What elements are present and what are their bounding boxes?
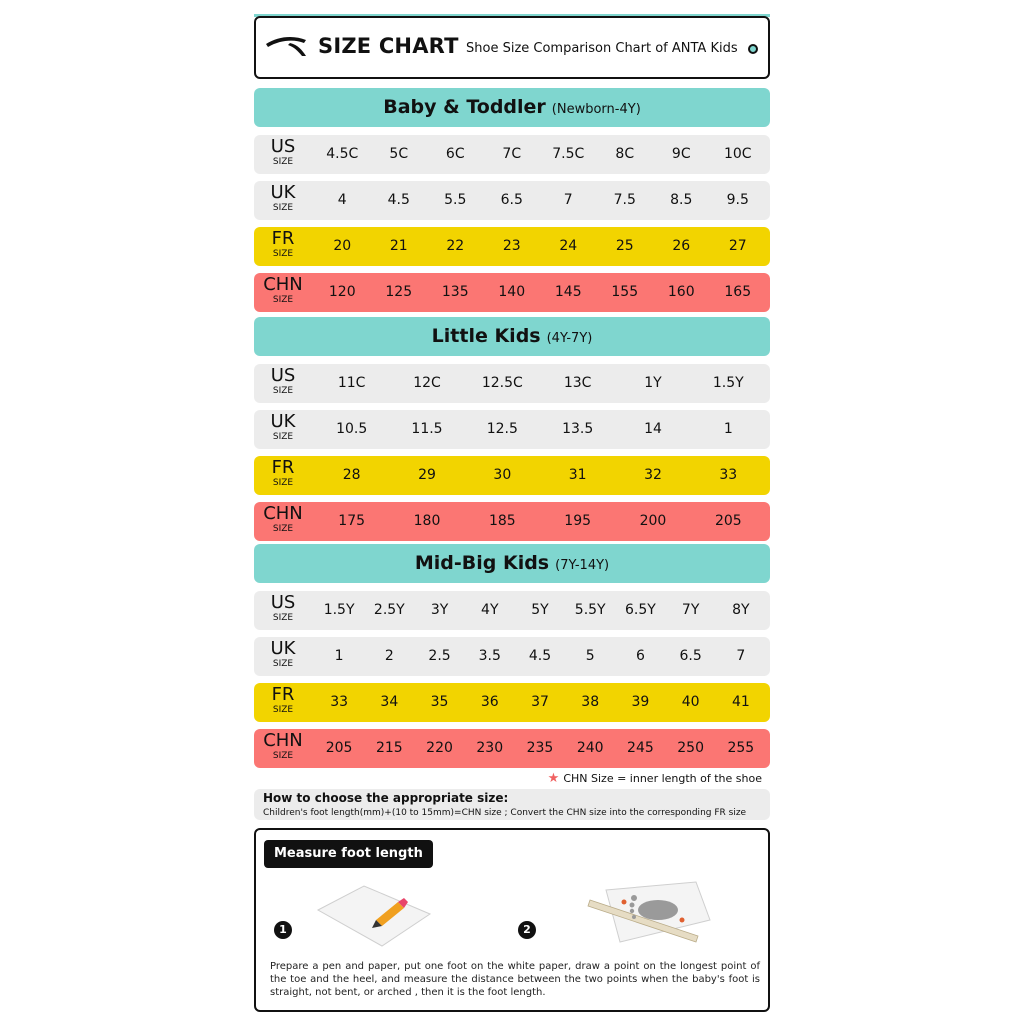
size-cell: 3.5 [478,648,501,664]
step-1-badge: 1 [274,921,292,939]
how-title: How to choose the appropriate size: [263,791,509,805]
row-label-text: FR [271,684,295,705]
size-cells [314,410,766,449]
size-cells [314,227,766,266]
size-cell: 220 [426,740,453,756]
size-cell: 180 [413,513,441,529]
measure-tag: Measure foot length [264,840,433,868]
size-cell: 175 [338,513,366,529]
row-label-size: SIZE [272,751,294,761]
size-cells [314,364,766,403]
size-cell: 7 [736,648,746,664]
size-cell: 230 [476,740,504,756]
size-cell: 29 [418,467,436,483]
step-2-badge: 2 [518,921,536,939]
row-label-size: SIZE [272,203,294,213]
size-cell: 6 [635,648,645,664]
size-cell: 2.5 [428,648,451,664]
size-cell: 9C [671,146,691,162]
size-cell: 200 [639,513,667,529]
size-cell: 23 [502,238,521,254]
row-label-size: SIZE [272,249,294,259]
uk-row-label [260,183,306,214]
size-cell: 250 [677,740,704,756]
size-cell: 4.5 [528,648,552,664]
chn-size-row [254,729,770,768]
size-cell: 13C [563,375,592,391]
size-cell: 4 [337,192,347,208]
size-cell: 215 [375,740,403,756]
size-cell: 245 [627,740,654,756]
chn-row-label [260,731,306,762]
size-cell: 240 [576,740,604,756]
size-cells [314,181,766,220]
size-cell: 12.5 [486,421,518,437]
size-cell: 24 [559,238,578,254]
uk-size-row [254,410,770,449]
size-cell: 28 [342,467,361,483]
size-cell: 6.5 [500,192,523,208]
size-cell: 41 [731,694,750,710]
size-cell: 2.5Y [373,602,405,618]
size-cell: 4Y [481,602,499,618]
fr-row-label [260,458,306,489]
size-cell: 155 [611,284,639,300]
size-cell: 6.5 [679,648,702,664]
size-cell: 205 [714,513,742,529]
size-cell: 12C [413,375,441,391]
section-header [254,544,770,583]
row-label-size: SIZE [272,613,294,623]
size-cell: 6.5Y [625,602,656,618]
size-cell: 8C [615,146,635,162]
size-cell: 6C [445,146,465,162]
size-cells [314,273,766,312]
row-label-text: US [270,592,296,613]
size-cell: 165 [724,284,752,300]
section-age-range: (7Y-14Y) [555,558,610,573]
size-cell: 37 [531,694,549,710]
chn-size-row [254,502,770,541]
uk-size-row [254,181,770,220]
size-cell: 4.5C [326,146,359,162]
size-cell: 33 [719,467,738,483]
row-label-text: FR [271,457,295,478]
measure-foot-box [254,828,770,1012]
size-cells [314,683,766,722]
size-cell: 11.5 [411,421,443,437]
size-cell: 8.5 [670,192,693,208]
size-cells [314,591,766,630]
fr-row-label [260,685,306,716]
size-cell: 40 [681,694,700,710]
size-cell: 38 [581,694,600,710]
size-cell: 9.5 [726,192,749,208]
size-cell: 5C [389,146,409,162]
uk-row-label [260,412,306,443]
size-cell: 10.5 [336,421,368,437]
us-row-label [260,137,306,168]
measure-description: Prepare a pen and paper, put one foot on the white paper, draw a point on the longest point of the toe and the heel, and measure the distance between the two points when the baby's foot is straight, not bent, or arched , then it is the foot length. [270,961,760,998]
size-cells [314,729,766,768]
size-cell: 1 [334,648,344,664]
row-label-size: SIZE [272,432,294,442]
row-label-text: CHN [263,730,303,751]
size-cell: 205 [325,740,353,756]
size-cell: 5.5Y [574,602,606,618]
chn-size-row [254,273,770,312]
chn-row-label [260,275,306,306]
size-cell: 11C [337,375,366,391]
size-cells [314,637,766,676]
page-subtitle: Shoe Size Comparison Chart of ANTA Kids [466,41,738,56]
size-cell: 125 [385,284,413,300]
size-cell: 195 [564,513,592,529]
section-title: Little Kids [431,325,541,347]
size-cells [314,502,766,541]
foot-ruler-icon [586,880,716,955]
chn-size-note: ★ CHN Size = inner length of the shoe [547,771,762,786]
size-cell: 36 [480,694,499,710]
size-cell: 12.5C [481,375,523,391]
size-cell: 1.5Y [712,375,744,391]
size-cell: 160 [667,284,695,300]
paper-pencil-icon [314,880,434,950]
size-cell: 22 [446,238,465,254]
row-label-text: UK [270,182,296,203]
size-cell: 1.5Y [323,602,355,618]
fr-size-row [254,227,770,266]
size-cell: 27 [728,238,747,254]
section-title: Mid-Big Kids [414,552,550,574]
size-cell: 1 [723,421,733,437]
row-label-text: UK [270,638,296,659]
fr-row-label [260,229,306,260]
size-cell: 5.5 [444,192,467,208]
section-header [254,88,770,127]
header-box [254,16,770,79]
chn-row-label [260,504,306,535]
row-label-text: CHN [263,503,303,524]
size-cell: 20 [333,238,352,254]
size-cell: 21 [389,238,408,254]
size-cell: 13.5 [562,421,594,437]
size-cells [314,456,766,495]
fr-size-row [254,456,770,495]
size-cell: 14 [644,421,662,437]
size-cell: 7 [563,192,573,208]
row-label-size: SIZE [272,386,294,396]
row-label-size: SIZE [272,478,294,488]
row-label-text: US [270,365,296,386]
size-cell: 26 [672,238,691,254]
section-header [254,317,770,356]
size-cell: 3Y [430,602,449,618]
us-row-label [260,366,306,397]
size-cell: 145 [554,284,582,300]
row-label-size: SIZE [272,659,294,669]
uk-row-label [260,639,306,670]
section-age-range: (Newborn-4Y) [551,102,641,117]
size-cell: 1Y [644,375,662,391]
section-title: Baby & Toddler [383,96,546,118]
anta-logo-icon [264,34,308,58]
size-cell: 30 [493,467,512,483]
size-cell: 31 [568,467,587,483]
us-size-row [254,591,770,630]
row-label-text: US [270,136,296,157]
size-cell: 255 [727,740,755,756]
star-icon: ★ [547,771,560,786]
size-cell: 35 [430,694,449,710]
row-label-size: SIZE [272,524,294,534]
dot-icon [748,44,758,54]
section-age-range: (4Y-7Y) [546,331,593,346]
how-text: Children's foot length(mm)+(10 to 15mm)=CHN size ; Convert the CHN size into the corresponding FR size [263,808,747,818]
size-cell: 7Y [681,602,700,618]
size-cells [314,135,766,174]
size-cell: 2 [384,648,394,664]
size-cell: 33 [330,694,349,710]
size-cell: 32 [644,467,662,483]
size-cell: 39 [631,694,650,710]
size-cell: 5 [585,648,595,664]
size-cell: 5Y [531,602,549,618]
fr-size-row [254,683,770,722]
row-label-size: SIZE [272,705,294,715]
size-cell: 7.5C [552,146,585,162]
size-cell: 34 [380,694,399,710]
us-row-label [260,593,306,624]
page-title: SIZE CHART [318,34,459,58]
size-cell: 10C [723,146,752,162]
size-cell: 4.5 [387,192,410,208]
size-cell: 235 [526,740,554,756]
size-cell: 120 [328,284,356,300]
size-cell: 185 [488,513,516,529]
row-label-text: FR [271,228,295,249]
size-cell: 140 [498,284,526,300]
row-label-size: SIZE [272,295,294,305]
row-label-size: SIZE [272,157,294,167]
how-to-choose-box [254,789,770,820]
uk-size-row [254,637,770,676]
size-cell: 7C [502,146,522,162]
row-label-text: CHN [263,274,303,295]
size-cell: 25 [615,238,634,254]
row-label-text: UK [270,411,296,432]
us-size-row [254,364,770,403]
us-size-row [254,135,770,174]
size-cell: 135 [441,284,469,300]
size-cell: 7.5 [613,192,636,208]
size-cell: 8Y [732,602,750,618]
